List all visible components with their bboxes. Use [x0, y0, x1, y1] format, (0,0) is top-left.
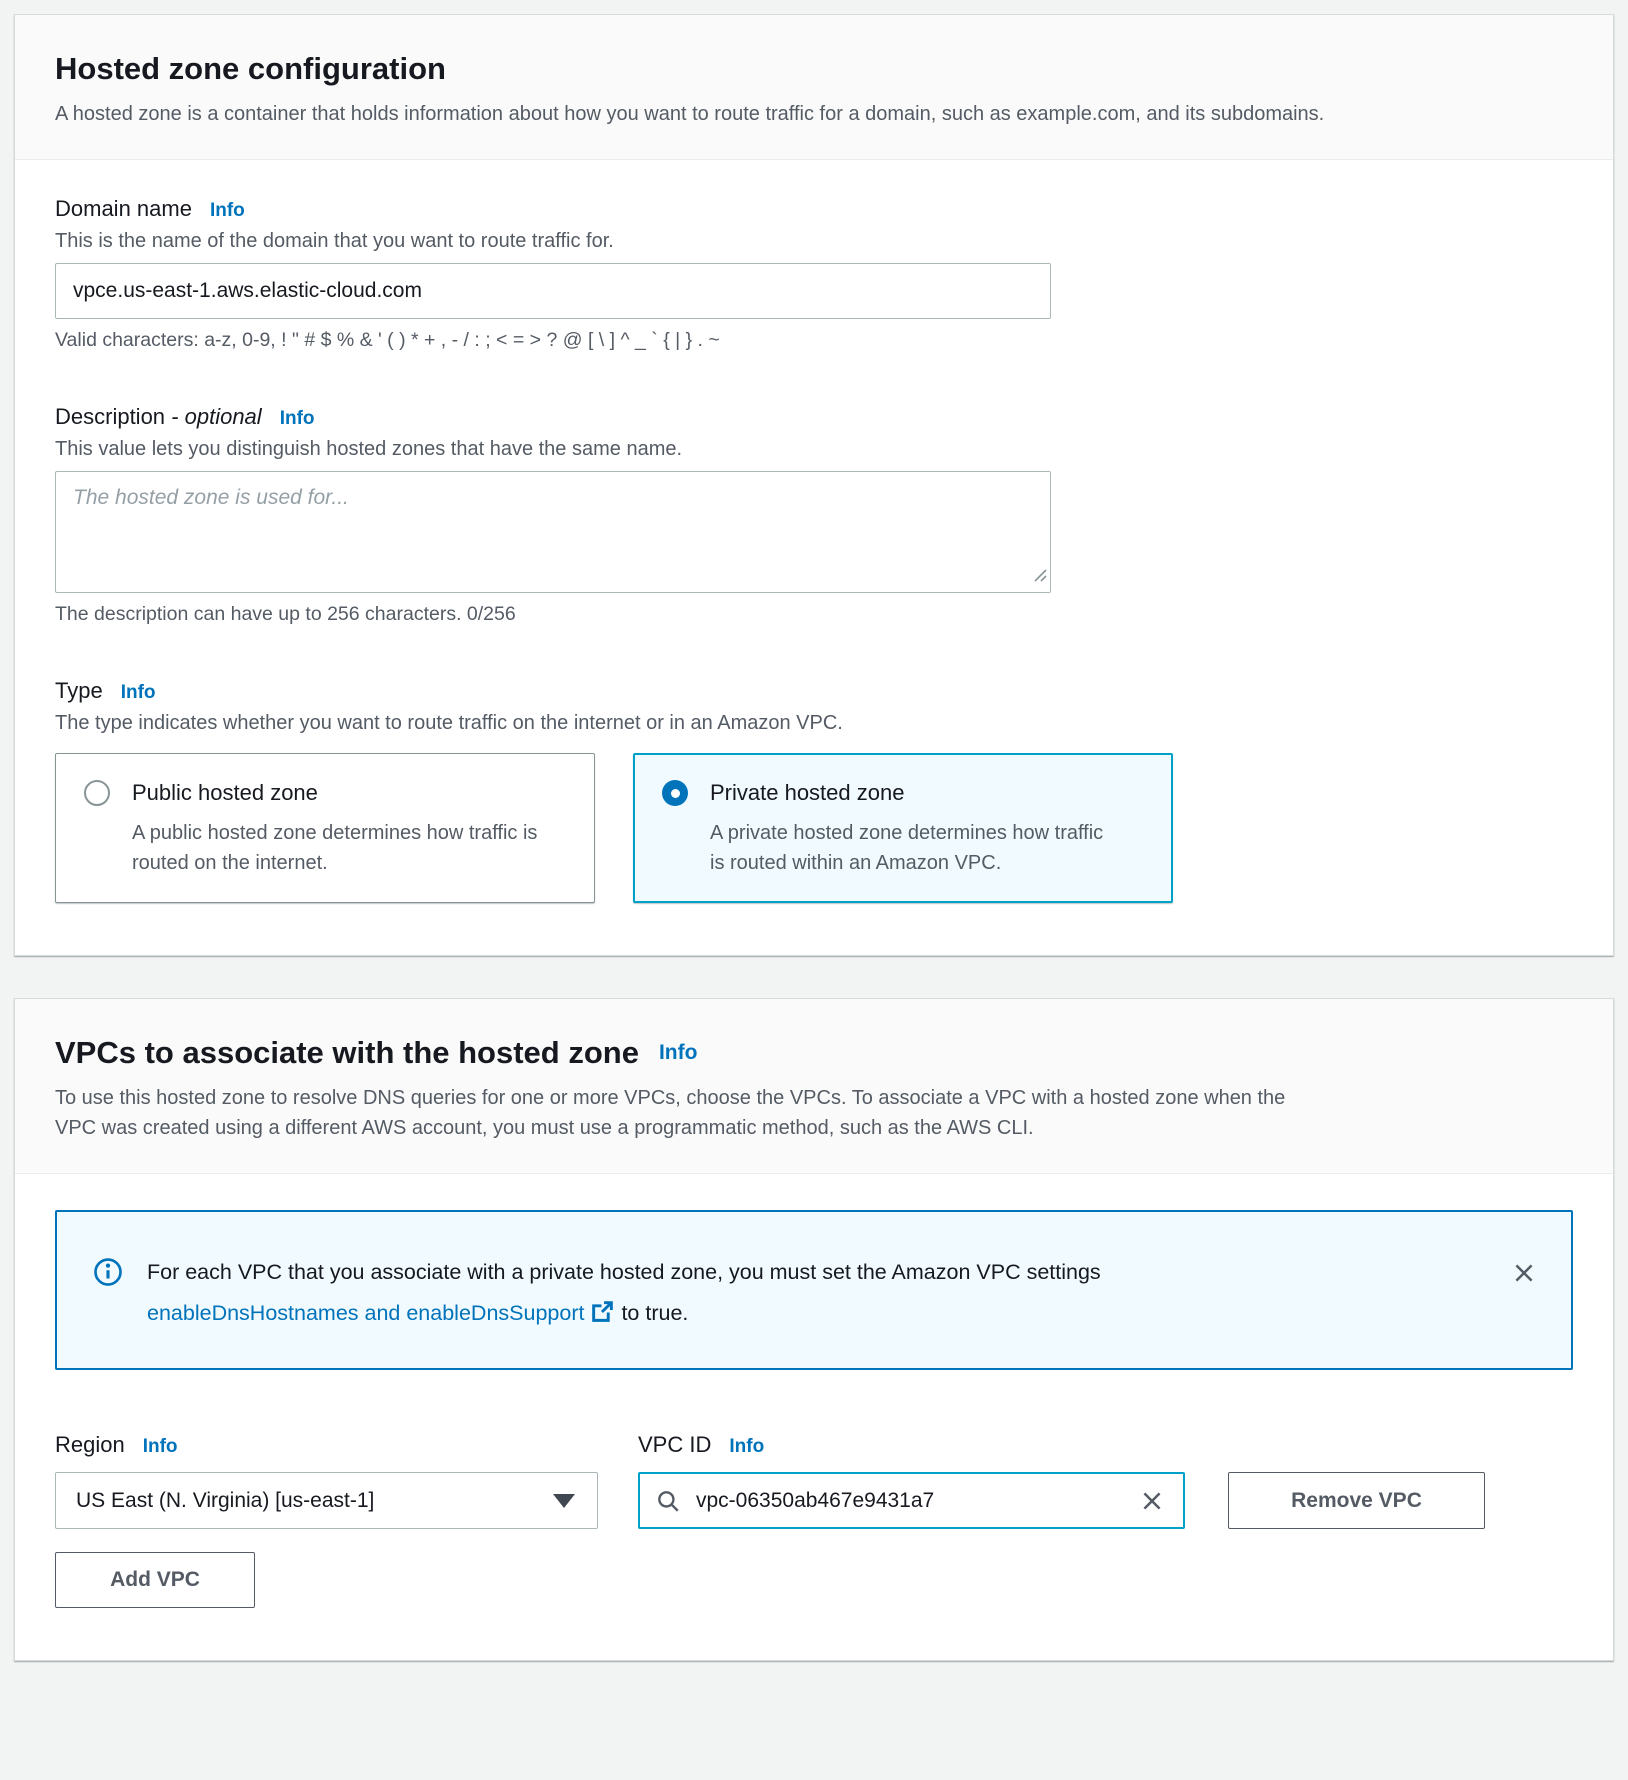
vpcs-panel-description: To use this hosted zone to resolve DNS queries for one or more VPCs, choose the VPCs. To associate a VPC with a hosted zone when the VPC was created using a different AWS account, you must use a programmatic method, such as the AWS CLI. [55, 1087, 1286, 1139]
type-field [55, 678, 1573, 903]
alert-message [147, 1252, 1327, 1334]
description-textarea[interactable] [55, 471, 1051, 593]
public-hosted-zone-title: Public hosted zone [132, 780, 318, 805]
region-column [55, 1432, 598, 1529]
vpc-id-clear-button[interactable] [1137, 1486, 1167, 1516]
vpcs-info-link[interactable]: Info [658, 1041, 698, 1064]
hosted-zone-configuration-header [15, 15, 1613, 160]
description-help: This value lets you distinguish hosted zones that have the same name. [55, 438, 683, 460]
private-hosted-zone-radio[interactable] [662, 780, 688, 806]
region-info-link[interactable]: Info [142, 1436, 178, 1457]
panel-title: Hosted zone configuration [55, 51, 446, 86]
vpcs-panel-header [15, 999, 1613, 1174]
type-options [55, 753, 1573, 903]
private-hosted-zone-card[interactable] [633, 753, 1173, 903]
alert-close-button[interactable] [1507, 1256, 1541, 1290]
remove-vpc-button[interactable]: Remove VPC [1228, 1472, 1485, 1529]
vpc-id-label: VPC ID [638, 1432, 712, 1457]
vpc-id-info-link[interactable]: Info [729, 1436, 765, 1457]
domain-name-help: This is the name of the domain that you want to route traffic for. [55, 230, 614, 252]
panel-description: A hosted zone is a container that holds information about how you want to route traffic for a domain, such as example.com, and its subdomains. [55, 103, 1325, 125]
vpc-id-column [638, 1432, 1185, 1529]
public-hosted-zone-description: A public hosted zone determines how traffic is routed on the internet. [132, 822, 538, 874]
search-icon [655, 1488, 681, 1514]
vpc-settings-info-alert [55, 1210, 1573, 1370]
type-help: The type indicates whether you want to route traffic on the internet or in an Amazon VPC. [55, 712, 843, 734]
domain-name-info-link[interactable]: Info [209, 200, 245, 221]
alert-text-after-link: to true. [621, 1300, 689, 1325]
info-circle-icon [93, 1257, 123, 1292]
description-field [55, 404, 1573, 626]
hosted-zone-configuration-panel [14, 14, 1614, 956]
domain-name-field [55, 196, 1573, 352]
optional-suffix: - optional [171, 404, 262, 429]
vpc-id-input[interactable] [694, 1488, 1124, 1514]
private-hosted-zone-description: A private hosted zone determines how traffic is routed within an Amazon VPC. [710, 822, 1104, 874]
type-info-link[interactable]: Info [120, 682, 156, 703]
enable-dns-settings-link[interactable]: enableDnsHostnames and enableDnsSupport [147, 1301, 615, 1325]
vpc-id-search-box [638, 1472, 1185, 1529]
private-hosted-zone-title: Private hosted zone [710, 780, 905, 805]
type-label: Type [55, 678, 103, 703]
description-info-link[interactable]: Info [279, 408, 315, 429]
chevron-down-icon [553, 1494, 575, 1508]
hosted-zone-configuration-body [15, 160, 1613, 955]
resize-handle-icon[interactable] [1032, 567, 1047, 587]
region-label: Region [55, 1432, 125, 1457]
description-constraint: The description can have up to 256 characters. 0/256 [55, 603, 516, 625]
vpc-association-row [55, 1432, 1573, 1529]
clear-icon [1139, 1488, 1165, 1514]
add-vpc-button[interactable]: Add VPC [55, 1552, 255, 1608]
region-selected-value: US East (N. Virginia) [us-east-1] [76, 1488, 375, 1512]
alert-text-before-link: For each VPC that you associate with a private hosted zone, you must set the Amazon VPC settings [147, 1260, 1101, 1284]
domain-name-constraint: Valid characters: a-z, 0-9, ! " # $ % & ' ( ) * + , - / : ; < = > ? @ [ \ ] ^ _ ` { | } . ~ [55, 329, 720, 351]
close-icon [1511, 1260, 1537, 1286]
vpcs-panel-title: VPCs to associate with the hosted zone [55, 1035, 639, 1070]
vpcs-panel-body [15, 1174, 1613, 1660]
create-hosted-zone-page [0, 14, 1628, 1661]
region-select[interactable] [55, 1472, 598, 1529]
public-hosted-zone-card[interactable] [55, 753, 595, 903]
vpcs-to-associate-panel [14, 998, 1614, 1661]
description-label: Description - optional [55, 404, 262, 429]
external-link-icon [590, 1299, 615, 1324]
domain-name-input[interactable] [55, 263, 1051, 319]
public-hosted-zone-radio[interactable] [84, 780, 110, 806]
domain-name-label: Domain name [55, 196, 192, 221]
